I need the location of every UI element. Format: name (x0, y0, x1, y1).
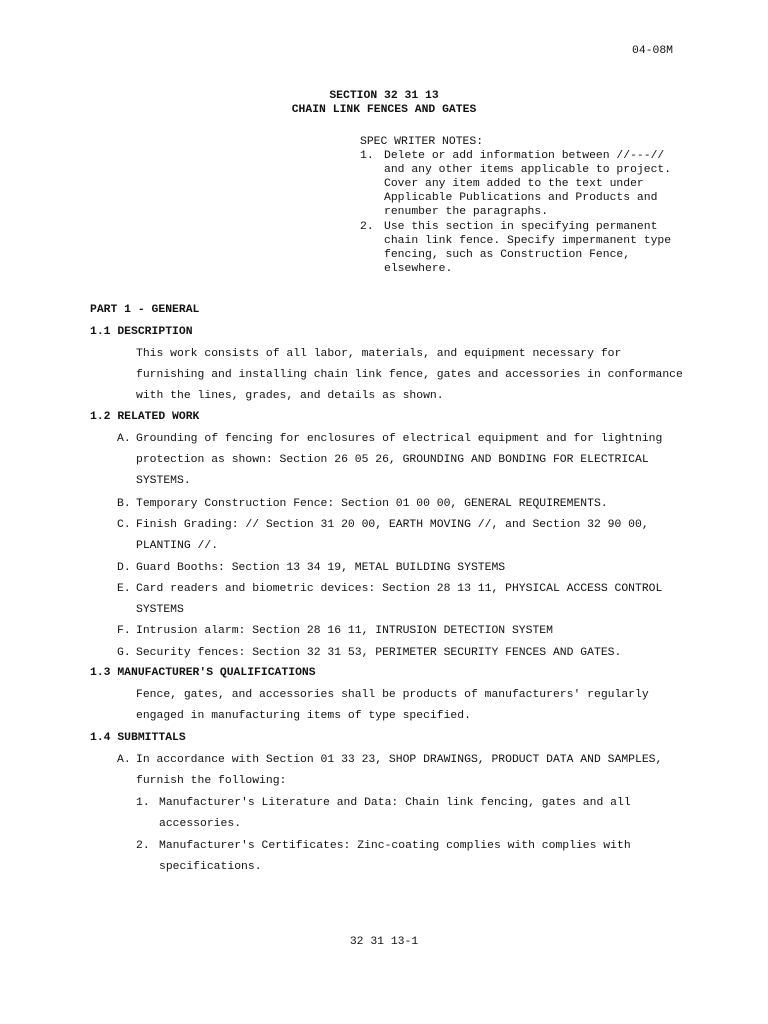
item-label: A. (117, 433, 131, 445)
item-label: C. (117, 519, 131, 531)
item-text: In accordance with Section 01 33 23, SHOP DRAWINGS, PRODUCT DATA AND SAMPLES, furnish the following: (136, 754, 663, 788)
spec-note-number: 2. (360, 220, 374, 233)
submittals-item (117, 750, 687, 792)
item-label: E. (117, 583, 131, 595)
document-code: 04-08M (632, 45, 674, 57)
submittals-subitem (136, 793, 676, 835)
item-label: D. (117, 562, 131, 574)
section-heading-submittals: 1.4 SUBMITTALS (90, 732, 186, 744)
subitem-text: Manufacturer's Certificates: Zinc-coating complies with complies with specifications. (159, 840, 631, 874)
spec-note-item (360, 149, 690, 219)
related-work-item (117, 494, 687, 515)
section-number: SECTION 32 31 13 (329, 90, 439, 102)
item-text: Guard Booths: Section 13 34 19, METAL BUILDING SYSTEMS (136, 562, 506, 574)
related-work-item (117, 558, 687, 579)
subitem-label: 1. (136, 797, 150, 809)
item-label: G. (117, 647, 131, 659)
related-work-item (117, 429, 687, 493)
item-text: Security fences: Section 32 31 53, PERIMETER SECURITY FENCES AND GATES. (136, 647, 622, 659)
related-work-item (117, 515, 687, 557)
section-title: CHAIN LINK FENCES AND GATES (291, 104, 477, 116)
spec-writer-notes (360, 135, 690, 276)
related-work-item (117, 621, 687, 642)
item-text: Card readers and biometric devices: Section 28 13 11, PHYSICAL ACCESS CONTROL SYSTEMS (136, 583, 663, 617)
subitem-label: 2. (136, 840, 150, 852)
spec-note-item (360, 220, 690, 276)
item-label: B. (117, 498, 131, 510)
submittals-subitem (136, 836, 676, 878)
item-text: Temporary Construction Fence: Section 01 00 00, GENERAL REQUIREMENTS. (136, 498, 608, 510)
subitem-text: Manufacturer's Literature and Data: Chain link fencing, gates and all accessories. (159, 797, 631, 831)
related-work-item (117, 643, 687, 664)
item-label: A. (117, 754, 131, 766)
page-number: 32 31 13-1 (349, 936, 419, 948)
description-paragraph: This work consists of all labor, materials, and equipment necessary for furnishing and installing chain link fence, gates and accessories in conformance with the lines, grades, and details as shown. (136, 348, 683, 403)
spec-note-number: 1. (360, 150, 374, 163)
qualifications-paragraph: Fence, gates, and accessories shall be products of manufacturers' regularly engaged in manufacturing items of type specified. (136, 689, 649, 723)
item-text: Intrusion alarm: Section 28 16 11, INTRUSION DETECTION SYSTEM (136, 625, 553, 637)
spec-note-text: Use this section in specifying permanent chain link fence. Specify impermanent type fencing, such as Construction Fence, elsewhere. (384, 220, 672, 275)
item-text: Finish Grading: // Section 31 20 00, EARTH MOVING //, and Section 32 90 00, PLANTING //. (136, 519, 649, 553)
item-text: Grounding of fencing for enclosures of electrical equipment and for lightning protection as shown: Section 26 05 26, GROUNDING AND BONDING FOR ELECTRICAL SYSTEMS. (136, 433, 663, 488)
spec-note-text: Delete or add information between //---// and any other items applicable to project. Cover any item added to the text under Applicable Publications and Products and renumber the paragraphs. (384, 150, 672, 219)
related-work-item (117, 579, 687, 621)
section-heading-description: 1.1 DESCRIPTION (90, 326, 193, 338)
item-label: F. (117, 625, 131, 637)
section-heading-related-work: 1.2 RELATED WORK (90, 411, 200, 423)
section-heading-qualifications: 1.3 MANUFACTURER'S QUALIFICATIONS (90, 667, 316, 679)
part-heading: PART 1 - GENERAL (90, 304, 200, 316)
spec-notes-heading: SPEC WRITER NOTES: (360, 136, 484, 148)
